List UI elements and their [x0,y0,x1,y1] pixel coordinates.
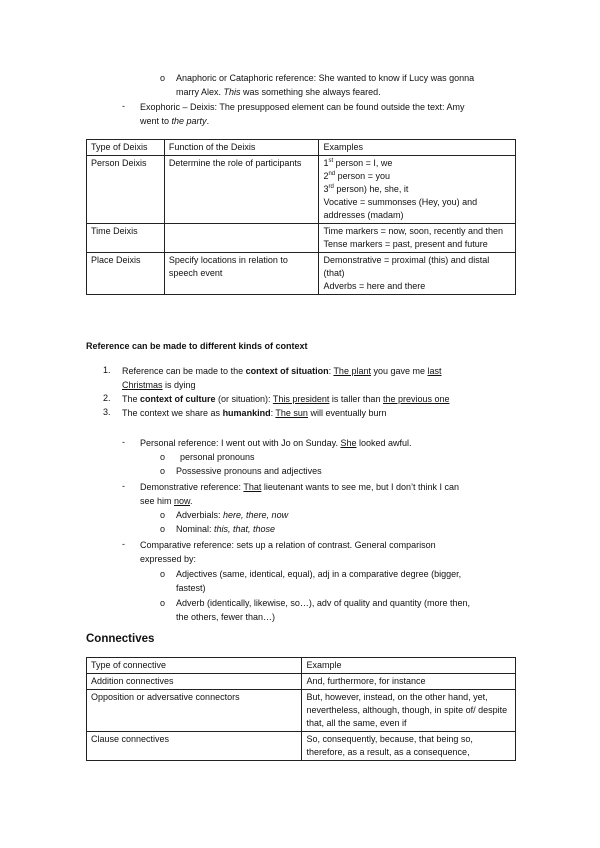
example-line: Vocative = summonses (Hey, you) and addresses (madam) [323,197,478,220]
anaphoric-line-1: Anaphoric or Cataphoric reference: She wanted to know if Lucy was gonna [176,73,475,83]
cell-examples [319,253,516,295]
underlined-text: This president [272,394,330,404]
cell-examples [319,156,516,224]
bullet-o: o [160,510,166,520]
text: (or situation): [215,394,273,404]
example-line: Time markers = now, soon, recently and then [323,226,503,236]
table-row [87,732,516,761]
bullet-o: o [160,452,166,462]
text: Demonstrative reference: [140,482,244,492]
text: Adverbials: [176,510,224,520]
dash-bullet: - [122,481,125,491]
cell-example: So, consequently, because, that being so, therefore, as a result, as a consequence, [302,732,516,761]
header-cell: Function of the Deixis [164,140,319,156]
cell-type: Time Deixis [87,224,165,253]
cell-type: Opposition or adversative connectors [87,690,302,732]
italic-text: the party [171,116,207,126]
bold-text: humankind [222,408,271,418]
demonstrative-line-1 [140,481,459,493]
bullet-o: o [160,466,166,476]
comparative-sub-2-line-2: the others, fewer than…) [176,612,276,622]
dash-bullet: - [122,539,125,549]
anaphoric-line-2 [176,86,381,98]
exophoric-line-2 [140,115,209,127]
cell-function: Specify locations in relation to speech event [164,253,319,295]
list-number: 2. [103,393,111,403]
reference-item-2 [122,393,450,405]
header-cell: Type of connective [87,658,302,674]
example-line: 2nd person = you [323,171,390,181]
demonstrative-sub-1 [176,509,288,521]
underlined-text: now [174,496,191,506]
table-row [87,253,516,295]
example-line: 1st person = I, we [323,158,393,168]
cell-type: Person Deixis [87,156,165,224]
text: was something she always feared. [240,87,381,97]
text: . [190,496,193,506]
text: is dying [162,380,196,390]
cell-function: Determine the role of participants [164,156,319,224]
table-row [87,156,516,224]
text: : [328,366,334,376]
cell-function [164,224,319,253]
comparative-line-1: Comparative reference: sets up a relation of contrast. General comparison [140,540,436,550]
underlined-text: The sun [275,408,308,418]
text: : [270,408,276,418]
text: lieutenant wants to see me, but I don’t think I can [261,482,460,492]
list-number: 1. [103,365,111,375]
comparative-sub-2-line-1: Adverb (identically, likewise, so…), adv of quality and quantity (more then, [176,598,470,608]
exophoric-line-1: Exophoric – Deixis: The presupposed element can be found outside the text: Amy [140,102,465,112]
list-number: 3. [103,407,111,417]
italic-text: this, that, those [214,524,276,534]
cell-type: Addition connectives [87,674,302,690]
text: will eventually burn [307,408,387,418]
example-line: Tense markers = past, present and future [323,239,488,249]
text: looked awful. [356,438,412,448]
reference-heading: Reference can be made to different kinds of context [86,341,308,351]
deixis-table [86,139,516,295]
header-cell: Type of Deixis [87,140,165,156]
text: Personal reference: I went out with Jo on Sunday. [140,438,341,448]
italic-text: here, there, now [223,510,289,520]
example-line: 3rd person) he, she, it [323,184,409,194]
text: is taller than [329,394,383,404]
bullet-o: o [160,569,166,579]
bullet-o: o [160,598,166,608]
header-cell: Example [302,658,516,674]
cell-example: And, furthermore, for instance [302,674,516,690]
example-line: Adverbs = here and there [323,281,426,291]
underlined-text: the previous one [382,394,450,404]
underlined-text: last [427,366,442,376]
text: went to [140,116,172,126]
comparative-line-2: expressed by: [140,554,197,564]
text: The context we share as [122,408,223,418]
cell-examples [319,224,516,253]
text: see him [140,496,175,506]
underlined-text: The plant [333,366,371,376]
text: The [122,394,141,404]
personal-reference-line [140,437,412,449]
bullet-o: o [160,73,166,83]
table-row [87,690,516,732]
cell-type: Place Deixis [87,253,165,295]
text: you gave me [370,366,428,376]
reference-item-1 [122,365,442,377]
bold-text: context of culture [140,394,216,404]
text: . [206,116,210,126]
header-cell: Examples [319,140,516,156]
table-header-row [87,140,516,156]
demonstrative-sub-2 [176,523,275,535]
comparative-sub-1-line-1: Adjectives (same, identical, equal), adj in a comparative degree (bigger, [176,569,462,579]
table-row [87,224,516,253]
table-row [87,674,516,690]
demonstrative-line-2 [140,495,193,507]
dash-bullet: - [122,437,125,447]
connectives-heading: Connectives [86,633,155,645]
bullet-o: o [160,524,166,534]
cell-example: But, however, instead, on the other hand, yet, nevertheless, although, though, in spite of/ despite that, all the same, even if [302,690,516,732]
text: marry Alex. [176,87,224,97]
underlined-text: She [340,438,357,448]
personal-sub-1: personal pronouns [180,452,255,462]
table-header-row [87,658,516,674]
italic-text: This [223,87,241,97]
reference-item-1-cont [122,379,196,391]
underlined-text: That [243,482,262,492]
text: Nominal: [176,524,215,534]
bold-text: context of situation [245,366,329,376]
example-line: Demonstrative = proximal (this) and distal (that) [323,255,490,278]
underlined-text: Christmas [122,380,163,390]
comparative-sub-1-line-2: fastest) [176,583,206,593]
reference-item-3 [122,407,387,419]
connectives-table [86,657,516,761]
text: Reference can be made to the [122,366,246,376]
cell-type: Clause connectives [87,732,302,761]
dash-bullet: - [122,101,125,111]
personal-sub-2: Possessive pronouns and adjectives [176,466,322,476]
